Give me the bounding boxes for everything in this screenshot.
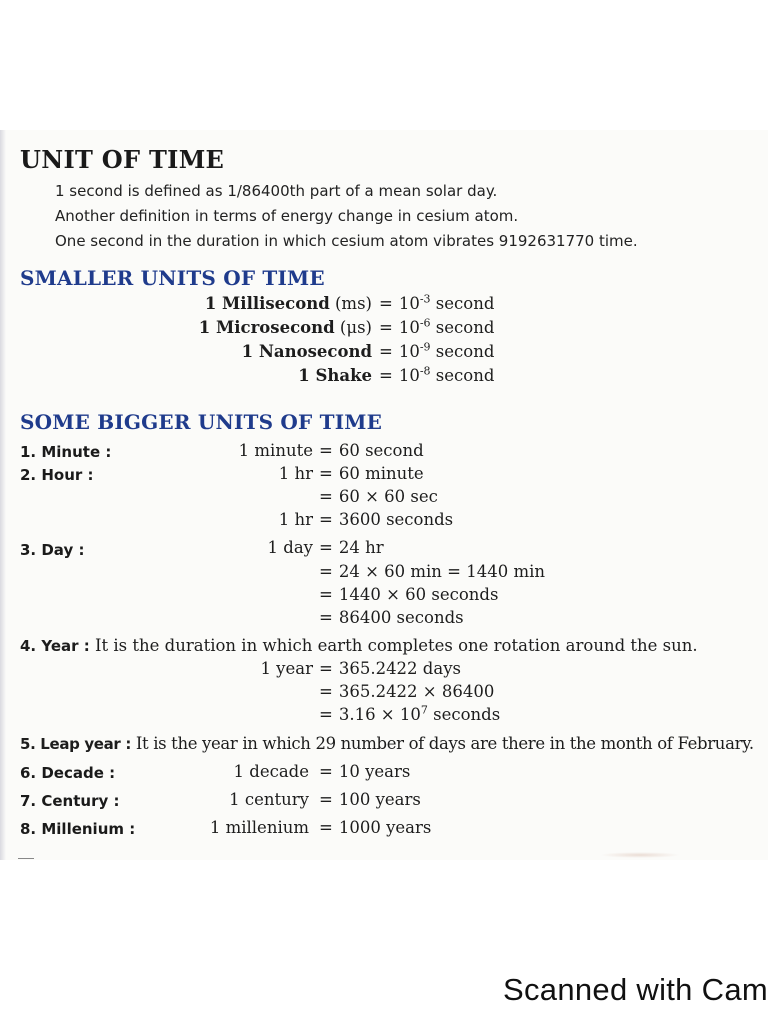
unit-name: 1 Shake bbox=[298, 366, 372, 385]
year-line-2-rhs bbox=[319, 682, 494, 701]
equals-sign: = bbox=[319, 562, 333, 581]
year-line-3-rhs bbox=[319, 705, 500, 724]
year-power-base: 3.16 × 10 bbox=[338, 705, 421, 724]
year-power-exponent: 7 bbox=[420, 703, 428, 717]
year-value-suffix: seconds bbox=[433, 705, 501, 724]
hour-line-3-lhs: 1 hr bbox=[278, 510, 313, 529]
unit-name: 1 Microsecond bbox=[198, 318, 335, 337]
year-line-1-rhs bbox=[319, 659, 461, 678]
hour-line-1-lhs: 1 hr bbox=[278, 464, 313, 483]
day-value-1: 24 hr bbox=[338, 538, 384, 557]
smaller-row-ms-rhs bbox=[379, 294, 494, 313]
page-dash-mark bbox=[18, 858, 34, 859]
year-line-1-lhs: 1 year bbox=[260, 659, 313, 678]
century-label: 7. Century : bbox=[20, 792, 120, 810]
day-line-2-rhs bbox=[319, 562, 545, 581]
unit-name: 1 Millisecond bbox=[204, 294, 330, 313]
definition-line-2: Another definition in terms of energy change in cesium atom. bbox=[55, 207, 519, 225]
minute-value: 60 second bbox=[338, 441, 424, 460]
millenium-rhs bbox=[319, 818, 431, 837]
year-description: It is the duration in which earth completes one rotation around the sun. bbox=[95, 636, 698, 655]
hour-value-2: 60 × 60 sec bbox=[338, 487, 438, 506]
smaller-row-us-rhs bbox=[379, 318, 494, 337]
year-value-2: 365.2422 × 86400 bbox=[338, 682, 495, 701]
equals-sign: = bbox=[319, 464, 333, 483]
unit-name: 1 Nanosecond bbox=[241, 342, 372, 361]
equals-sign: = bbox=[379, 342, 393, 361]
definition-line-1: 1 second is defined as 1/86400th part of a mean solar day. bbox=[55, 182, 498, 200]
hour-line-1-rhs bbox=[319, 464, 424, 483]
leap-year-row bbox=[20, 734, 754, 753]
hour-label: 2. Hour : bbox=[20, 466, 94, 484]
century-value: 100 years bbox=[338, 790, 421, 809]
definition-line-3: One second in the duration in which cesium atom vibrates 9192631770 time. bbox=[55, 232, 638, 250]
power-exponent: -8 bbox=[419, 364, 431, 378]
century-lhs: 1 century bbox=[229, 790, 309, 809]
decade-value: 10 years bbox=[338, 762, 411, 781]
equals-sign: = bbox=[319, 790, 333, 809]
smaller-row-ms-lhs bbox=[205, 294, 372, 313]
equals-sign: = bbox=[319, 705, 333, 724]
equals-sign: = bbox=[319, 487, 333, 506]
power-base: 10 bbox=[398, 318, 420, 337]
equals-sign: = bbox=[319, 585, 333, 604]
power-exponent: -9 bbox=[419, 340, 431, 354]
power-exponent: -3 bbox=[419, 292, 431, 306]
century-rhs bbox=[319, 790, 421, 809]
scan-smudge bbox=[600, 852, 680, 858]
day-label: 3. Day : bbox=[20, 541, 85, 559]
day-value-2: 24 × 60 min = 1440 min bbox=[338, 562, 546, 581]
equals-sign: = bbox=[379, 294, 393, 313]
equals-sign: = bbox=[319, 762, 333, 781]
minute-label: 1. Minute : bbox=[20, 443, 112, 461]
leap-year-description: It is the year in which 29 number of days are there in the month of February. bbox=[135, 734, 754, 753]
year-value-1: 365.2422 days bbox=[338, 659, 461, 678]
page-edge-shadow bbox=[0, 130, 6, 860]
decade-lhs: 1 decade bbox=[233, 762, 309, 781]
decade-rhs bbox=[319, 762, 410, 781]
equals-sign: = bbox=[319, 682, 333, 701]
equals-sign: = bbox=[319, 608, 333, 627]
hour-value-3: 3600 seconds bbox=[338, 510, 454, 529]
unit-abbr: (ms) bbox=[335, 294, 372, 313]
day-value-3: 1440 × 60 seconds bbox=[338, 585, 499, 604]
hour-line-2-rhs bbox=[319, 487, 438, 506]
day-line-3-rhs bbox=[319, 585, 498, 604]
minute-lhs: 1 minute bbox=[238, 441, 313, 460]
page-title: UNIT OF TIME bbox=[20, 145, 225, 174]
smaller-units-heading: SMALLER UNITS OF TIME bbox=[20, 266, 325, 290]
scanner-watermark: Scanned with Cam bbox=[503, 972, 768, 1007]
unit-suffix: second bbox=[435, 342, 495, 361]
year-row bbox=[20, 636, 698, 655]
smaller-row-shake-lhs bbox=[298, 366, 372, 385]
day-line-4-rhs bbox=[319, 608, 464, 627]
smaller-row-us-lhs bbox=[199, 318, 372, 337]
millenium-label: 8. Millenium : bbox=[20, 820, 136, 838]
smaller-row-shake-rhs bbox=[379, 366, 494, 385]
millenium-value: 1000 years bbox=[338, 818, 432, 837]
equals-sign: = bbox=[379, 366, 393, 385]
minute-rhs bbox=[319, 441, 424, 460]
equals-sign: = bbox=[319, 538, 333, 557]
equals-sign: = bbox=[319, 510, 333, 529]
unit-suffix: second bbox=[435, 318, 495, 337]
day-line-1-rhs bbox=[319, 538, 384, 557]
unit-abbr: (μs) bbox=[339, 318, 372, 337]
power-base: 10 bbox=[398, 366, 420, 385]
decade-label: 6. Decade : bbox=[20, 764, 116, 782]
equals-sign: = bbox=[379, 318, 393, 337]
equals-sign: = bbox=[319, 659, 333, 678]
unit-suffix: second bbox=[435, 294, 495, 313]
day-value-4: 86400 seconds bbox=[338, 608, 464, 627]
hour-line-3-rhs bbox=[319, 510, 453, 529]
smaller-row-ns-rhs bbox=[379, 342, 494, 361]
year-label: 4. Year : bbox=[20, 637, 90, 655]
power-exponent: -6 bbox=[419, 316, 431, 330]
smaller-row-ns-lhs bbox=[242, 342, 372, 361]
day-line-1-lhs: 1 day bbox=[267, 538, 313, 557]
leap-year-label: 5. Leap year : bbox=[20, 735, 131, 753]
equals-sign: = bbox=[319, 818, 333, 837]
power-base: 10 bbox=[398, 294, 420, 313]
bigger-units-heading: SOME BIGGER UNITS OF TIME bbox=[20, 410, 383, 434]
power-base: 10 bbox=[398, 342, 420, 361]
unit-suffix: second bbox=[435, 366, 495, 385]
hour-value-1: 60 minute bbox=[338, 464, 424, 483]
millenium-lhs: 1 millenium bbox=[209, 818, 309, 837]
equals-sign: = bbox=[319, 441, 333, 460]
